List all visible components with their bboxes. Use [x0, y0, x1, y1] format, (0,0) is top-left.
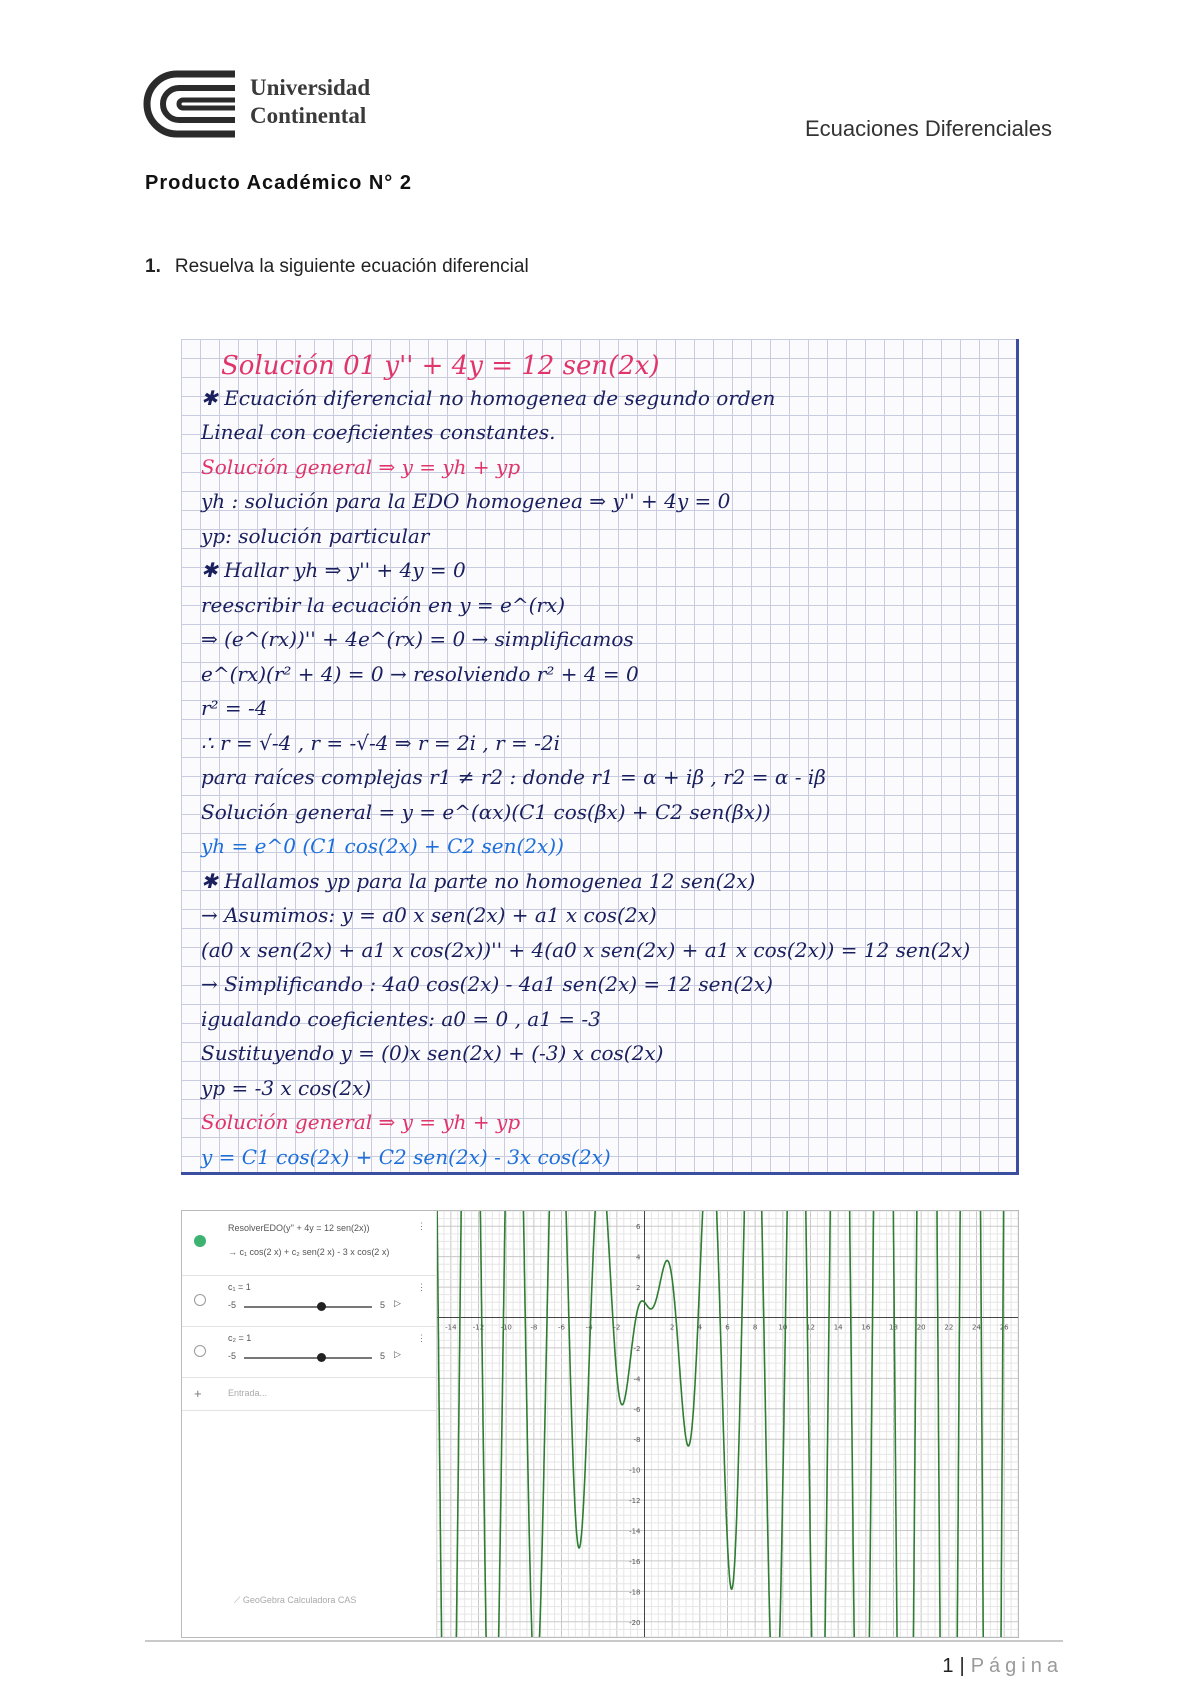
- universidad-continental-logo: [143, 70, 243, 138]
- play-icon[interactable]: ▷: [394, 1349, 401, 1359]
- handwritten-line: igualando coeficientes: a0 = 0 , a1 = -3: [201, 1006, 601, 1031]
- more-menu-icon: ⋮: [417, 1221, 426, 1231]
- x-tick-label: 22: [944, 1323, 954, 1332]
- handwritten-line: e^(rx)(r² + 4) = 0 → resolviendo r² + 4 = 0: [201, 661, 639, 686]
- x-tick-label: 6: [725, 1323, 730, 1332]
- x-tick-label: 8: [752, 1323, 758, 1332]
- x-tick-label: -6: [558, 1323, 565, 1332]
- x-tick-label: -10: [500, 1323, 512, 1332]
- slider-1-handle[interactable]: [317, 1302, 326, 1311]
- handwritten-line: Solución general ⇒ y = yh + yp: [201, 454, 521, 479]
- play-icon[interactable]: ▷: [394, 1298, 401, 1308]
- slider-2-min: -5: [228, 1351, 237, 1361]
- slider-2-label: c₂ = 1: [228, 1333, 252, 1343]
- x-tick-label: 12: [806, 1323, 815, 1332]
- handwritten-line: ✱ Hallamos yp para la parte no homogenea 12 sen(2x): [201, 868, 756, 893]
- visibility-dot-icon: [194, 1235, 206, 1247]
- y-tick-label: -14: [629, 1527, 641, 1536]
- handwritten-line: Sustituyendo y = (0)x sen(2x) + (-3) x cos(2x): [201, 1041, 664, 1065]
- handwritten-line: → Simplificando : 4a0 cos(2x) - 4a1 sen(2x) = 12 sen(2x): [201, 972, 773, 996]
- handwritten-line: yp = -3 x cos(2x): [201, 1075, 372, 1100]
- handwritten-line: y = C1 cos(2x) + C2 sen(2x) - 3x cos(2x): [201, 1144, 611, 1169]
- course-title: Ecuaciones Diferenciales: [804, 116, 1052, 141]
- logo-wordmark: [250, 74, 370, 130]
- logo-line-1: Universidad: [250, 75, 371, 100]
- slider-1-track[interactable]: [244, 1306, 372, 1308]
- y-tick-label: -16: [629, 1557, 641, 1566]
- slider-2-max: 5: [380, 1351, 386, 1361]
- page-footer: 1 | Página: [942, 1655, 1063, 1677]
- slider-1-max: 5: [380, 1300, 386, 1310]
- slider-1-min: -5: [228, 1300, 237, 1310]
- y-tick-label: 2: [636, 1284, 641, 1293]
- x-tick-label: -4: [585, 1323, 593, 1332]
- x-tick-label: 18: [889, 1323, 898, 1332]
- handwritten-line: reescribir la ecuación en y = e^(rx): [201, 592, 566, 617]
- y-tick-label: 6: [636, 1223, 641, 1232]
- more-menu-icon: ⋮: [417, 1333, 426, 1343]
- slider-row-2: [182, 1327, 436, 1378]
- handwritten-line: yh : solución para la EDO homogenea ⇒ y'' + 4y = 0: [201, 489, 731, 513]
- geogebra-screenshot: [181, 1210, 1019, 1638]
- visibility-circle-icon: [194, 1294, 206, 1306]
- input-bar[interactable]: Entrada...: [228, 1388, 268, 1398]
- x-tick-label: 16: [861, 1323, 871, 1332]
- handwritten-line: yh = e^0 (C1 cos(2x) + C2 sen(2x)): [201, 834, 564, 858]
- x-tick-label: -14: [445, 1323, 457, 1332]
- slider-2-handle[interactable]: [317, 1353, 326, 1362]
- handwritten-line: → Asumimos: y = a0 x sen(2x) + a1 x cos(2x): [201, 903, 657, 927]
- x-tick-label: -8: [530, 1323, 538, 1332]
- slider-row-1: [182, 1276, 436, 1327]
- x-tick-label: 4: [697, 1323, 703, 1332]
- handwritten-line: Solución general = y = e^(αx)(C1 cos(βx) + C2 sen(βx)): [201, 799, 771, 824]
- x-tick-label: 2: [669, 1323, 675, 1332]
- x-tick-label: -12: [472, 1323, 485, 1332]
- geogebra-logo-icon: ⟋: [234, 1595, 243, 1605]
- handwritten-line: (a0 x sen(2x) + a1 x cos(2x))'' + 4(a0 x sen(2x) + a1 x cos(2x)) = 12 sen(2x): [201, 937, 971, 962]
- page-number: 1: [942, 1655, 954, 1677]
- plus-icon[interactable]: +: [194, 1386, 202, 1401]
- y-tick-label: -2: [633, 1344, 641, 1353]
- cas-input: ResolverEDO(y'' + 4y = 12 sen(2x)): [228, 1223, 370, 1233]
- slider-1-label: c₁ = 1: [228, 1282, 251, 1292]
- input-row[interactable]: [182, 1378, 436, 1411]
- handwritten-line: ⇒ (e^(rx))'' + 4e^(rx) = 0 → simplificamos: [201, 627, 634, 651]
- question-1: [145, 256, 529, 278]
- y-tick-label: 4: [636, 1253, 641, 1262]
- handwritten-line: ✱ Ecuación diferencial no homogenea de segundo orden: [201, 385, 776, 410]
- logo-line-2: Continental: [250, 103, 367, 128]
- handwritten-line: yp: solución particular: [201, 523, 430, 548]
- graphics-view[interactable]: [437, 1211, 1018, 1637]
- handwritten-line: Lineal con coeficientes constantes.: [201, 420, 556, 444]
- y-tick-label: -6: [633, 1405, 641, 1414]
- y-tick-label: -20: [629, 1618, 641, 1627]
- page-word: Página: [970, 1655, 1063, 1677]
- algebra-row-1: [182, 1211, 436, 1276]
- more-menu-icon: ⋮: [417, 1282, 426, 1292]
- y-tick-label: -12: [629, 1497, 641, 1506]
- y-tick-label: -4: [633, 1375, 641, 1384]
- x-tick-label: 20: [916, 1323, 926, 1332]
- handwritten-line: Solución 01 y'' + 4y = 12 sen(2x): [221, 351, 660, 381]
- question-text: Resuelva la siguiente ecuación diferencial: [174, 256, 529, 277]
- handwritten-line: ∴ r = √-4 , r = -√-4 ⇒ r = 2i , r = -2i: [201, 730, 561, 755]
- visibility-circle-icon: [194, 1345, 206, 1357]
- y-tick-label: -8: [633, 1436, 641, 1445]
- footer-divider: [145, 1640, 1063, 1642]
- x-tick-label: -2: [613, 1323, 621, 1332]
- geogebra-brand: ⟋ GeoGebra Calculadora CAS: [234, 1595, 357, 1605]
- cas-output: → c₁ cos(2 x) + c₂ sen(2 x) - 3 x cos(2 x): [228, 1247, 390, 1257]
- algebra-view: [182, 1211, 437, 1637]
- handwritten-line: para raíces complejas r1 ≠ r2 : donde r1 = α + iβ , r2 = α - iβ: [201, 765, 826, 789]
- slider-2-track[interactable]: [244, 1357, 372, 1359]
- y-tick-label: -18: [629, 1588, 641, 1597]
- question-number: 1.: [145, 256, 161, 277]
- x-tick-label: 26: [999, 1323, 1009, 1332]
- x-tick-label: 24: [972, 1323, 981, 1332]
- handwritten-line: Solución general ⇒ y = yh + yp: [201, 1110, 521, 1134]
- handwritten-line: r² = -4: [201, 696, 268, 720]
- x-tick-label: 10: [778, 1323, 788, 1332]
- y-tick-label: -10: [629, 1466, 641, 1475]
- handwritten-line: ✱ Hallar yh ⇒ y'' + 4y = 0: [201, 558, 466, 582]
- document-title: Producto Académico N° 2: [145, 172, 412, 194]
- handwritten-solution-image: [181, 339, 1019, 1175]
- x-tick-label: 14: [833, 1323, 843, 1332]
